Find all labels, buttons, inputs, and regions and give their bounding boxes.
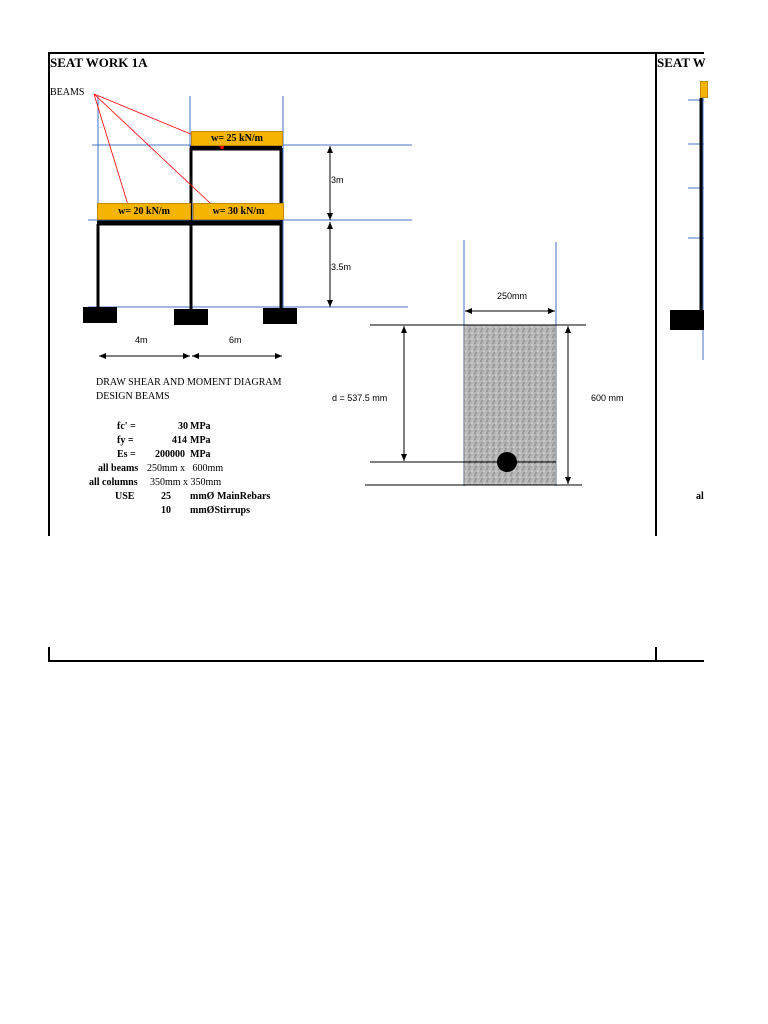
load-clipped <box>700 81 708 98</box>
sheet-title: SEAT WORK 1A <box>50 55 148 70</box>
label-section-height: 600 mm <box>591 393 624 403</box>
instruction-line-1: DRAW SHEAR AND MOMENT DIAGRAM <box>96 377 282 388</box>
property-label: fc' = <box>117 421 136 432</box>
main-rebar-label: mmØ MainRebars <box>190 491 271 502</box>
all-columns-label: all columns <box>89 477 138 488</box>
label-section-width: 250mm <box>497 291 528 301</box>
instruction-line-2: DESIGN BEAMS <box>96 391 170 402</box>
property-unit: MPa <box>190 435 211 446</box>
load-left: w= 20 kN/m <box>97 203 191 220</box>
use-label: USE <box>115 491 135 502</box>
stirrup-label: mmØStirrups <box>190 505 250 516</box>
main-rebar-size: 25 <box>161 491 171 502</box>
sheet-title-clipped: SEAT W <box>657 55 706 70</box>
label-lower-height: 3.5m <box>331 262 352 272</box>
all-beams-label: all beams <box>98 463 139 474</box>
beams-label: BEAMS <box>50 87 85 98</box>
footing-left <box>83 307 117 323</box>
property-label: Es = <box>117 449 136 460</box>
footing-right <box>263 308 297 324</box>
main-rebar <box>497 452 517 472</box>
all-columns-value: 350mm x 350mm <box>150 477 222 488</box>
beams-pointer <box>94 94 132 218</box>
property-unit: MPa <box>190 421 211 432</box>
property-value: 414 <box>172 435 187 446</box>
footing-mid <box>174 309 208 325</box>
property-label: fy = <box>117 435 134 446</box>
clipped-label: al <box>696 491 704 502</box>
stirrup-size: 10 <box>161 505 171 516</box>
label-effective-depth: d = 537.5 mm <box>332 393 388 403</box>
label-upper-height: 3m <box>331 175 344 185</box>
label-left-span: 4m <box>135 335 148 345</box>
load-right: w= 30 kN/m <box>193 203 284 220</box>
load-top: w= 25 kN/m <box>191 131 283 146</box>
all-beams-value: 250mm x 600mm <box>147 463 224 474</box>
property-value: 200000 <box>155 449 185 460</box>
footing-clipped <box>670 310 704 330</box>
property-value: 30 <box>178 421 188 432</box>
beams-pointer <box>94 94 226 218</box>
property-unit: MPa <box>190 449 211 460</box>
label-right-span: 6m <box>229 335 242 345</box>
